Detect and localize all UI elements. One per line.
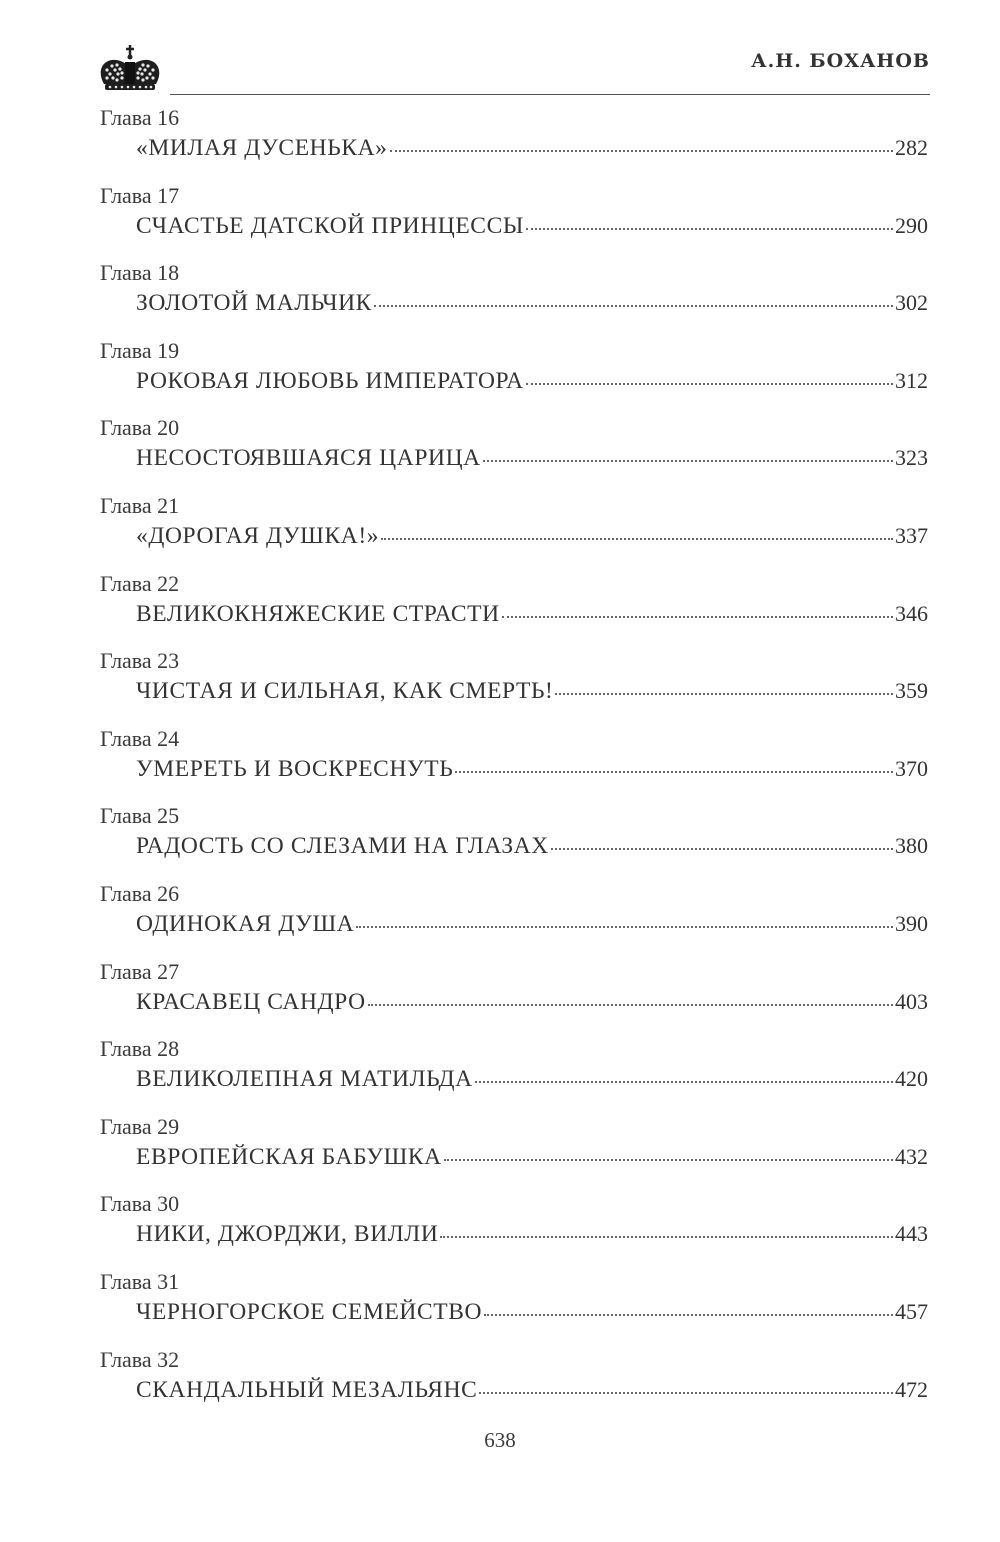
chapter-page-number: 312: [895, 367, 928, 393]
chapter-page-number: 420: [895, 1066, 928, 1092]
chapter-page-number: 282: [895, 135, 928, 160]
dot-leader: [455, 771, 893, 773]
chapter-page-number: 337: [895, 522, 928, 548]
toc-entry[interactable]: [100, 337, 928, 415]
chapter-label: Глава 27: [100, 958, 180, 984]
chapter-title: ЧИСТАЯ И СИЛЬНАЯ, КАК СМЕРТЬ!: [136, 678, 554, 705]
dot-leader: [444, 1159, 893, 1161]
chapter-title: ЕВРОПЕЙСКАЯ БАБУШКА: [136, 1143, 442, 1170]
imperial-crown-icon: [98, 44, 162, 96]
chapter-title: «МИЛАЯ ДУСЕНЬКА»: [136, 135, 388, 161]
dot-leader: [526, 383, 893, 385]
chapter-title-line: [136, 287, 928, 319]
dot-leader: [356, 926, 893, 928]
chapter-label: Глава 31: [100, 1268, 180, 1294]
chapter-title: НЕСОСТОЯВШАЯСЯ ЦАРИЦА: [136, 445, 481, 472]
chapter-title: ВЕЛИКОКНЯЖЕСКИЕ СТРАСТИ: [136, 600, 500, 627]
chapter-title: ЧЕРНОГОРСКОЕ СЕМЕЙСТВО: [136, 1298, 483, 1325]
chapter-title: РОКОВАЯ ЛЮБОВЬ ИМПЕРАТОРА: [136, 367, 524, 394]
chapter-label: Глава 28: [100, 1036, 180, 1062]
chapter-page-number: 457: [895, 1298, 928, 1324]
chapter-label: Глава 30: [100, 1191, 180, 1217]
toc-entry[interactable]: [100, 492, 928, 570]
chapter-label: Глава 16: [100, 105, 180, 130]
dot-leader: [374, 305, 893, 307]
toc-entry[interactable]: [100, 182, 928, 260]
chapter-title: ЗОЛОТОЙ МАЛЬЧИК: [136, 290, 372, 317]
chapter-label: Глава 19: [100, 337, 180, 363]
chapter-title-line: [136, 986, 928, 1018]
chapter-label: Глава 26: [100, 880, 180, 906]
chapter-page-number: 472: [895, 1376, 928, 1402]
chapter-page-number: 323: [895, 445, 928, 471]
chapter-page-number: 443: [895, 1221, 928, 1247]
chapter-label: Глава 23: [100, 648, 180, 674]
chapter-label: Глава 24: [100, 725, 180, 751]
chapter-title: СКАНДАЛЬНЫЙ МЕЗАЛЬЯНС: [136, 1376, 478, 1403]
chapter-page-number: 359: [895, 678, 928, 704]
toc-entry[interactable]: [100, 1268, 928, 1346]
toc-entry[interactable]: [100, 104, 928, 182]
chapter-label: Глава 18: [100, 260, 180, 286]
running-header: [98, 44, 930, 96]
chapter-label: Глава 20: [100, 415, 180, 441]
chapter-label: Глава 32: [100, 1346, 180, 1372]
dot-leader: [526, 228, 893, 230]
chapter-title-line: [136, 830, 928, 862]
chapter-page-number: 290: [895, 212, 928, 238]
toc-entry[interactable]: [100, 1113, 928, 1191]
toc-entry[interactable]: [100, 1346, 928, 1424]
chapter-label: Глава 25: [100, 803, 180, 829]
chapter-title: РАДОСТЬ СО СЛЕЗАМИ НА ГЛАЗАХ: [136, 833, 549, 860]
dot-leader: [555, 693, 893, 695]
dot-leader: [479, 1392, 893, 1394]
chapter-title: УМЕРЕТЬ И ВОСКРЕСНУТЬ: [136, 755, 454, 782]
toc-entry[interactable]: [100, 1035, 928, 1113]
toc-entry[interactable]: [100, 570, 928, 648]
toc-entry[interactable]: [100, 802, 928, 880]
dot-leader: [475, 1081, 893, 1083]
dot-leader: [440, 1236, 893, 1238]
toc-entry[interactable]: [100, 1190, 928, 1268]
chapter-page-number: 346: [895, 600, 928, 626]
dot-leader: [381, 538, 893, 540]
chapter-title-line: [136, 1296, 928, 1328]
chapter-label: Глава 17: [100, 182, 180, 208]
chapter-page-number: 380: [895, 833, 928, 859]
chapter-title-line: [136, 1374, 928, 1406]
chapter-page-number: 370: [895, 755, 928, 781]
chapter-label: Глава 21: [100, 492, 180, 518]
dot-leader: [502, 616, 893, 618]
dot-leader: [390, 150, 893, 152]
chapter-title-line: [136, 132, 928, 164]
chapter-label: Глава 29: [100, 1113, 180, 1139]
header-rule: [170, 94, 930, 95]
chapter-title-line: [136, 442, 928, 474]
toc-entry[interactable]: [100, 259, 928, 337]
chapter-title: КРАСАВЕЦ САНДРО: [136, 988, 366, 1015]
chapter-title: «ДОРОГАЯ ДУШКА!»: [136, 522, 380, 549]
toc-entry[interactable]: [100, 414, 928, 492]
dot-leader: [484, 1314, 893, 1316]
toc-entry[interactable]: [100, 880, 928, 958]
chapter-page-number: 432: [895, 1143, 928, 1169]
dot-leader: [483, 460, 893, 462]
chapter-title-line: [136, 1218, 928, 1250]
chapter-title-line: [136, 753, 928, 785]
chapter-title: ОДИНОКАЯ ДУША: [136, 910, 355, 937]
chapter-title-line: [136, 908, 928, 940]
table-of-contents: [100, 104, 928, 1423]
chapter-page-number: 403: [895, 988, 928, 1014]
chapter-page-number: 390: [895, 910, 928, 936]
dot-leader: [368, 1004, 893, 1006]
chapter-page-number: 302: [895, 290, 928, 316]
chapter-title: НИКИ, ДЖОРДЖИ, ВИЛЛИ: [136, 1221, 439, 1248]
chapter-title-line: [136, 210, 928, 242]
chapter-title-line: [136, 1063, 928, 1095]
chapter-title: ВЕЛИКОЛЕПНАЯ МАТИЛЬДА: [136, 1066, 473, 1093]
toc-entry[interactable]: [100, 725, 928, 803]
chapter-title: СЧАСТЬЕ ДАТСКОЙ ПРИНЦЕССЫ: [136, 212, 524, 239]
chapter-title-line: [136, 365, 928, 397]
toc-entry[interactable]: [100, 647, 928, 725]
dot-leader: [551, 848, 893, 850]
chapter-title-line: [136, 1141, 928, 1173]
chapter-title-line: [136, 520, 928, 552]
author-name: А.Н. БОХАНОВ: [751, 50, 930, 72]
toc-entry[interactable]: [100, 958, 928, 1036]
chapter-title-line: [136, 598, 928, 630]
page-number: 638: [484, 1428, 516, 1452]
chapter-label: Глава 22: [100, 570, 180, 596]
chapter-title-line: [136, 675, 928, 707]
